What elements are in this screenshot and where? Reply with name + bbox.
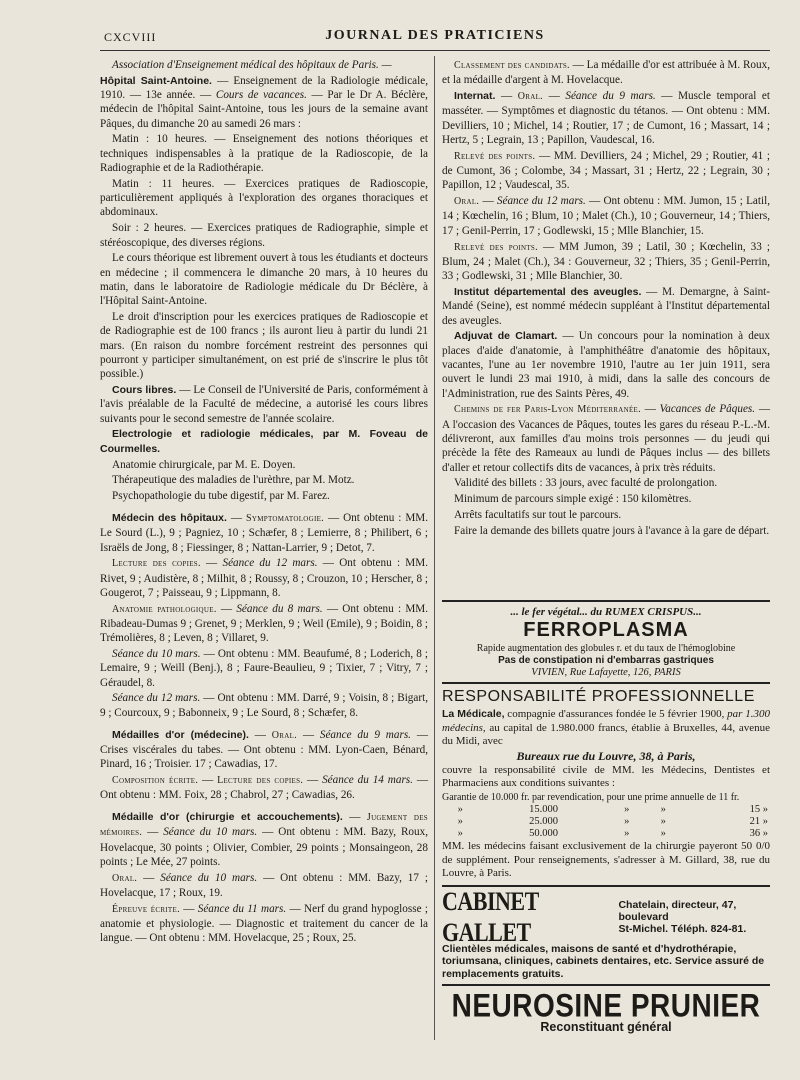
responsabilite-intro: La Médicale, compagnie d'assurances fondée le 5 février 1900, par 1.300 médecins, au capital de 1.980.000 francs, établie à Bruxelles, 44, avenue du Midi, avec (442, 708, 770, 747)
garantie-row (442, 816, 770, 828)
column-divider (434, 56, 435, 1040)
anatomie-pathologique-paragraph: Anatomie pathologique. — Séance du 8 mars. — Ont obtenu : MM. Ribadeau-Dumas 9 ; Grenet, 9 ; Merklen, 9 ; Weil (Emile), 9 ; Boidin, 8 ; Trémolières, 8 ; Leven, 8 ; Villaret, 9. (100, 602, 429, 645)
arrets-line: Arrêts facultatifs sur tout le parcours. (454, 508, 622, 521)
soir-2-paragraph: Soir : 2 heures. — Exercices pratiques de Radiographie, simple et stéréoscopique, des diverses régions. (100, 222, 428, 249)
ferroplasma-ad (442, 606, 770, 678)
matin-10-paragraph: Matin : 10 heures. — Enseignement des notions théoriques et techniques indispensables à la pratique de la Radioscopie, de la Radiographie et de la Radiothérapie. (100, 133, 428, 175)
garantie-cell: » (457, 804, 463, 815)
garantie-cell: » (457, 816, 463, 827)
releve-points-1-paragraph: Relevé des points. — MM. Devilliers, 24 ; Michel, 29 ; Routier, 41 ; de Cumont, 36 ; Colombe, 34 ; Massart, 31 ; Hertz, 22 ; Legrain, 30 ; Papillon, 12 ; Vaudescal, 35. (442, 149, 770, 192)
classement-paragraph: Classement des candidats. — La médaille d'or est attribuée à M. Roux, et la médaille d'argent à M. Hovelacque. (442, 59, 770, 87)
therapeutique-line: Thérapeutique des maladies de l'urèthre, par M. Motz. (112, 474, 355, 487)
internat-paragraph: Internat. — Oral. — Séance du 9 mars. — Muscle temporal et masséter. — Symptômes et diagnostic du tétanos. — Ont obtenu : MM. Devilliers, 10 ; Michel, 14 ; Routier, 17 ; de Cumont, 16 ; Massart, 14 ; Hertz, 5 ; Legrain, 13 ; Papillon, Vaudescal, 16. (442, 90, 770, 146)
garantie-cell: 36 » (749, 828, 768, 839)
medailles-or-paragraph: Médailles d'or (médecine). — Oral. — Séance du 9 mars. — Crises viscérales du tabes. — Ont obtenu : MM. Lyon-Caen, Bénard, Pinard, 16 ; Troisier. 17 ; Cawadias, 17. (100, 728, 428, 771)
garantie-cell: 15.000 (529, 804, 558, 815)
garantie-cell: » (660, 816, 666, 827)
ad-rule-top (442, 600, 770, 602)
garantie-cell: 50.000 (529, 828, 558, 839)
seance-12-paragraph: Séance du 12 mars. — Ont obtenu : MM. Darré, 9 ; Voisin, 8 ; Bigart, 9 ; Courcoux, 9 ; Babonneix, 9 ; Le Sourd, 8 ; Schæfer, 8. (100, 692, 428, 719)
responsabilite-supplement: MM. les médecins faisant exclusivement de la chirurgie payeront 50 0/0 de supplément. Pour renseignements, s'adresser à M. Gillard, 38, rue du Louvre, à Paris. (442, 840, 770, 879)
garantie-intro: Garantie de 10.000 fr. par revendication, pour une prime annuelle de 11 fr. (442, 791, 740, 803)
releve-points-2-paragraph: Relevé des points. — MM Jumon, 39 ; Latil, 30 ; Kœchelin, 33 ; Blum, 24 ; Malet (Ch.), 34 : Gouverneur, 32 ; Thiers, 35 ; Genil-Perrin, 33 ; Godlewski, 31 ; Mlle Blanchier, 30. (442, 240, 770, 283)
garantie-cell: » (457, 828, 463, 839)
page-header (100, 28, 770, 51)
garantie-table (442, 804, 770, 840)
right-column (442, 58, 770, 540)
psychopathologie-line: Psychopathologie du tube digestif, par M. Farez. (112, 490, 330, 503)
seance-10-paragraph: Séance du 10 mars. — Ont obtenu : MM. Beaufumé, 8 ; Loderich, 8 ; Lemaire, 9 ; Weill (Benj.), 8 ; Faure-Beaulieu, 9 ; Tixier, 7 ; Vitry, 7 ; Géraudel, 8. (100, 648, 429, 689)
neurosine-subtitle: Reconstituant général (540, 1020, 672, 1034)
cours-libres-paragraph: Cours libres. — Le Conseil de l'Université de Paris, conformément à l'avis préalable de la Faculté de médecine, a autorisé les cours libres suivants pour le second semestre de l'année scolaire. (100, 384, 428, 425)
ferroplasma-title: FERROPLASMA (523, 619, 689, 641)
garantie-cell: 25.000 (529, 816, 558, 827)
garantie-row (442, 828, 770, 840)
ferroplasma-tagline: ... le fer végétal... du RUMEX CRISPUS... (510, 606, 702, 618)
neurosine-ad (442, 987, 770, 1034)
responsabilite-ad (442, 688, 770, 881)
adjuvat-paragraph: Adjuvat de Clamart. — Un concours pour la nomination à deux places d'aide d'anatomie, à l'amphithéâtre d'anatomie des hôpitaux, vacantes, l'une au 1er novembre 1910, l'autre au 1er juin 1911, sera ouvert le lundi 23 mai 1910, à midi, dans la salle des concours de l'Administration, rue des Saints Pères, 49. (442, 330, 770, 400)
garantie-cell: » (624, 828, 630, 839)
anatomie-line: Anatomie chirurgicale, par M. E. Doyen. (112, 458, 296, 471)
medecin-hopitaux-paragraph: Médecin des hôpitaux. — Symptomatologie. — Ont obtenu : MM. Le Sourd (L.), 9 ; Pagniez, 10 ; Schæfer, 8 ; Lemierre, 8 ; Philibert, 6 ; Israëls de Jong, 8 ; Fiessinger, 8 ; Nattan-Larrier, 9 ; Detot, 7. (100, 511, 429, 554)
responsabilite-offices: Bureaux rue du Louvre, 38, à Paris, (516, 748, 696, 763)
garantie-cell: » (660, 804, 666, 815)
responsabilite-coverage: couvre la responsabilité civile de MM. les Médecins, Dentistes et Pharmaciens aux conditions suivantes : (442, 763, 770, 789)
institut-paragraph: Institut départemental des aveugles. — M. Demargne, à Saint-Mandé (Seine), est nommé médecin suppléant à l'Institut départemental des aveugles. (442, 285, 770, 327)
ad-rule-4 (442, 984, 770, 986)
gallet-body: Clientèles médicales, maisons de santé et d'hydrothérapie, toriumsana, cliniques, cabinets dentaires, etc. Service assuré de remplacements gratuits. (442, 942, 765, 980)
epreuve-ecrite-paragraph: Épreuve écrite. — Séance du 11 mars. — Nerf du grand hypoglosse ; anatomie et physiologie. — Diagnostic et traitement du cancer de la langue. — Ont obtenu : MM. Hovelacque, 25 ; Roux, 25. (100, 902, 428, 945)
faire-demande-line: Faire la demande des billets quatre jours à l'avance à la gare de départ. (454, 524, 770, 537)
cours-theorique-paragraph: Le cours théorique est librement ouvert à tous les étudiants et docteurs en médecine ; il commencera le dimanche 20 mars, à 10 heures du matin, dans le laboratoire de Radiologie médicale du Dr Béclère, à l'Hôpital Saint-Antoine. (100, 252, 428, 308)
ad-rule-2 (442, 682, 770, 684)
garantie-cell: 21 » (749, 816, 768, 827)
advertisements (442, 600, 770, 1034)
journal-title: JOURNAL DES PRATICIENS (325, 28, 545, 43)
ferroplasma-address: VIVIEN, Rue Lafayette, 126, PARIS (531, 667, 681, 678)
electrologie-line: Electrologie et radiologie médicales, par M. Foveau de Courmelles. (100, 428, 428, 455)
matin-11-paragraph: Matin : 11 heures. — Exercices pratiques de Radioscopie, particulièrement appliqués à l'exploration des organes thoraciques et abdominaux. (100, 177, 428, 219)
responsabilite-title: RESPONSABILITÉ PROFESSIONNELLE (442, 688, 755, 705)
garantie-row (442, 804, 770, 816)
medaille-chirurgie-paragraph: Médaille d'or (chirurgie et accouchements). — Jugement des mémoires. — Séance du 10 mars. — Ont obtenu : MM. Bazy, Roux, Hovelacque, 30 points ; Olivier, Combier, 29 points ; Monsaingeon, 28 points ; Le Mée, 27 points. (100, 811, 429, 868)
gallet-title: CABINET GALLET (442, 885, 539, 947)
garantie-cell: » (624, 816, 630, 827)
garantie-cell: 15 » (749, 804, 768, 815)
validite-line: Validité des billets : 33 jours, avec faculté de prolongation. (454, 477, 718, 490)
page-number: CXCVIII (104, 30, 157, 44)
lecture-copies-paragraph: Lecture des copies. — Séance du 12 mars. — Ont obtenu : MM. Rivet, 9 ; Audistère, 8 ; Milhit, 8 ; Roussy, 8 ; Crouzon, 10 ; Herscher, 8 ; Gougerot, 7 ; Paisseau, 9 ; Lippmann, 8. (100, 557, 429, 599)
droit-inscription-paragraph: Le droit d'inscription pour les exercices pratiques de Radioscopie et de Radiographie est de 100 francs ; ils auront lieu à partir du lundi 21 mars. (En raison du nombre forcément restreint des personnes qui pourront y participer simultanément, on est prié de s'inscrire le plus tôt possible.) (100, 311, 428, 381)
gallet-ad (442, 885, 770, 981)
ferroplasma-line-2: Pas de constipation ni d'embarras gastriques (498, 655, 714, 666)
garantie-cell: » (660, 828, 666, 839)
gallet-director: Chatelain, directeur, 47, boulevard St-Michel. Téléph. 824-81. (618, 898, 747, 935)
ferroplasma-line-1: Rapide augmentation des globules r. et du taux de l'hémoglobine (476, 643, 736, 654)
saint-antoine-paragraph: Hôpital Saint-Antoine. — Enseignement de la Radiologie médicale, 1910. — 13e année. — Cours de vacances. — Par le Dr A. Béclère, médecin de l'hôpital Saint-Antoine, tous les jours de la semaine avant Pâques, du dimanche 20 au samedi 26 mars : (100, 74, 428, 130)
oral-12-paragraph: Oral. — Séance du 12 mars. — Ont obtenu : MM. Jumon, 15 ; Latil, 14 ; Kœchelin, 16 ; Blum, 10 ; Malet (Ch.), 10 ; Gouverneur, 14 ; Thiers, 17 ; Genil-Perrin, 17 ; Godlewski, 15 ; Mlle Blanchier, 15. (442, 195, 770, 237)
minimum-line: Minimum de parcours simple exigé : 150 kilomètres. (454, 493, 692, 506)
neurosine-title: NEUROSINE PRUNIER (451, 987, 761, 1024)
chemins-de-fer-paragraph: Chemins de fer Paris-Lyon Méditerranée. — Vacances de Pâques. — A l'occasion des Vacances de Pâques, toutes les gares du réseau P.-L.-M. délivreront, aux familles d'au moins trois personnes — du jeudi qui précède la fête des Rameaux au lundi de Pâques inclus — des billets d'aller et retour collectifs dits de vacances, à prix très réduits. (442, 403, 771, 474)
oral-chirurgie-paragraph: Oral. — Séance du 10 mars. — Ont obtenu : MM. Bazy, 17 ; Hovelacque, 17 ; Roux, 19. (100, 871, 428, 900)
garantie-cell: » (624, 804, 630, 815)
assoc-heading: Association d'Enseignement médical des hôpitaux de Paris. — (112, 59, 392, 71)
composition-paragraph: Composition écrite. — Lecture des copies. — Séance du 14 mars. — Ont obtenu : MM. Foix, 28 ; Chabrol, 27 ; Cawadias, 26. (100, 773, 429, 802)
left-column (100, 58, 428, 947)
